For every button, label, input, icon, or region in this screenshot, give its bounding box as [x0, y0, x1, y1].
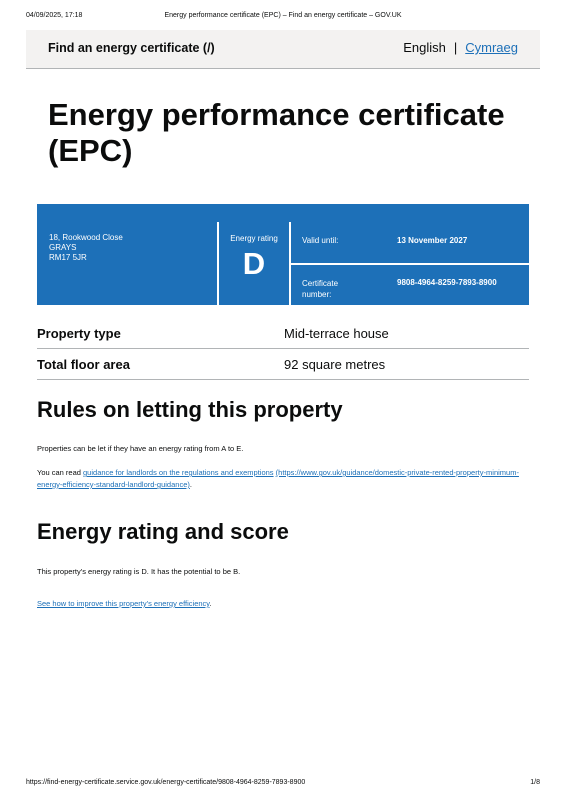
epc-summary-panel: [37, 204, 529, 305]
letting-guidance-paragraph: [37, 467, 527, 491]
page-title: Energy performance certificate (EPC): [48, 97, 505, 168]
energy-rating-heading: Energy rating and score: [37, 519, 289, 544]
improve-efficiency-link[interactable]: See how to improve this property's energy efficiency: [37, 599, 210, 608]
language-english: English: [403, 40, 446, 55]
language-separator: |: [453, 40, 458, 55]
divider: [291, 263, 529, 265]
print-header: [26, 12, 540, 24]
letting-paragraph: Properties can be let if they have an energy rating from A to E.: [37, 444, 244, 453]
address-line: GRAYS: [49, 243, 77, 252]
table-row: [37, 349, 529, 380]
floor-area-value: 92 square metres: [284, 357, 386, 372]
site-header: [26, 30, 540, 69]
landlord-guidance-url[interactable]: (https://www.gov.uk/guidance/domestic-private-rented-property-minimum-energy-efficiency-standard-landlord-guidance): [37, 468, 519, 489]
print-date: 04/09/2025, 17:18: [26, 12, 83, 19]
property-type-key: Property type: [37, 326, 121, 341]
table-row: [37, 318, 529, 349]
language-switcher: [403, 40, 518, 55]
valid-until-value: 13 November 2027: [397, 236, 468, 245]
property-type-value: Mid-terrace house: [284, 326, 389, 341]
energy-rating-label: Energy rating: [230, 234, 278, 243]
guidance-suffix: .: [189, 480, 192, 489]
landlord-guidance-link[interactable]: guidance for landlords on the regulations and exemptions: [83, 468, 274, 477]
improve-suffix: .: [209, 599, 212, 608]
property-address: [49, 233, 123, 263]
certificate-number-value: 9808-4964-8259-7893-8900: [397, 278, 497, 287]
improve-paragraph: [37, 598, 527, 610]
floor-area-key: Total floor area: [37, 357, 130, 372]
valid-until-label: Valid until:: [302, 236, 339, 245]
property-details-table: [37, 318, 529, 380]
page-url: https://find-energy-certificate.service.gov.uk/energy-certificate/9808-4964-8259-7893-8900: [26, 779, 306, 786]
guidance-prefix: You can read: [37, 468, 84, 477]
energy-rating-letter: D: [242, 246, 266, 281]
energy-rating-paragraph: This property's energy rating is D. It has the potential to be B.: [37, 567, 241, 576]
language-welsh-link[interactable]: Cymraeg: [465, 40, 518, 55]
print-title: Energy performance certificate (EPC) – Find an energy certificate – GOV.UK: [164, 12, 402, 19]
page-number: 1/8: [530, 779, 540, 786]
certificate-number-label: Certificate number:: [302, 279, 339, 299]
address-line: RM17 5JR: [49, 253, 87, 262]
letting-heading: Rules on letting this property: [37, 397, 343, 422]
address-line: 18, Rookwood Close: [49, 233, 123, 242]
service-name-link[interactable]: Find an energy certificate (/): [48, 41, 215, 55]
